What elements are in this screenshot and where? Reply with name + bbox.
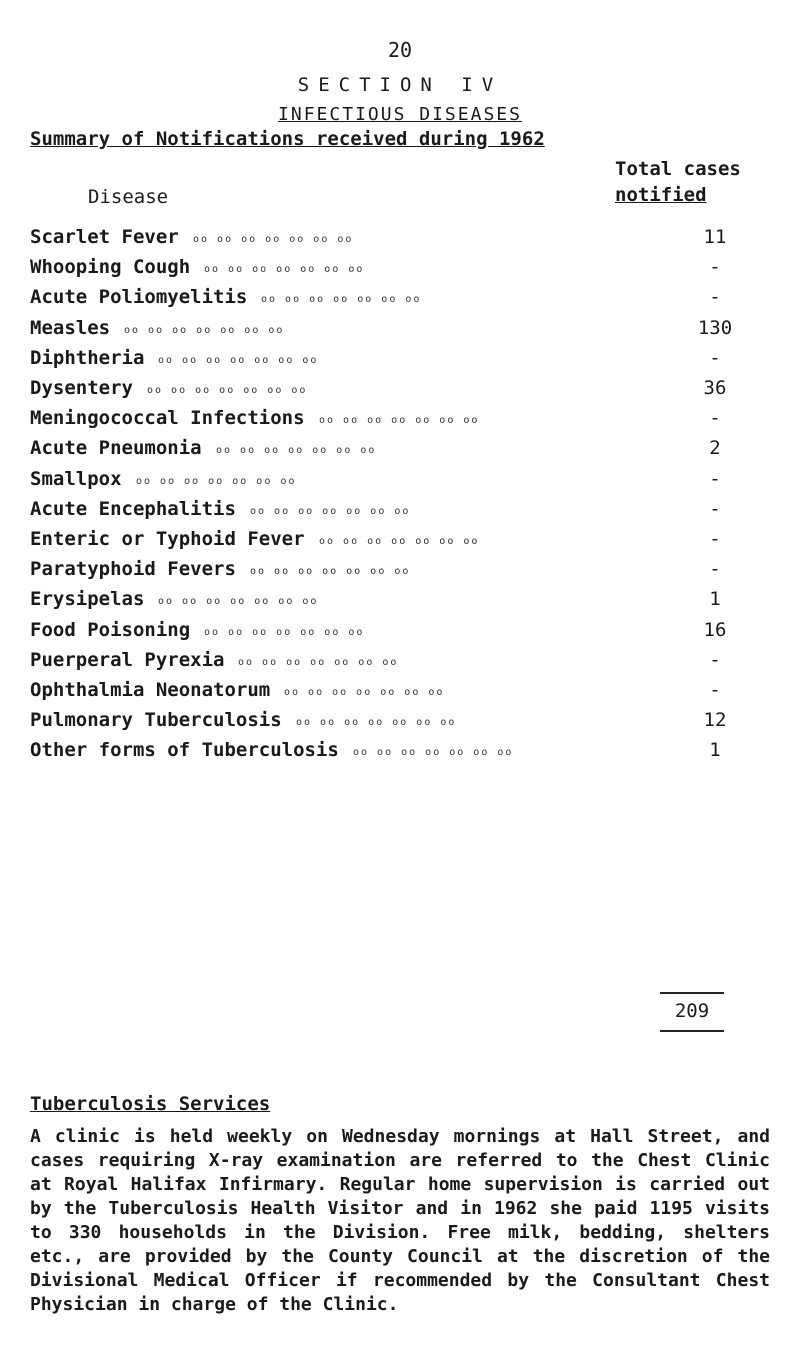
- case-count: -: [709, 256, 721, 279]
- disease-name: Puerperal Pyrexia: [30, 648, 225, 671]
- total-header-line1: Total cases: [615, 158, 741, 180]
- page-number: 20: [387, 38, 413, 62]
- table-row: [30, 347, 770, 377]
- disease-name: Acute Poliomyelitis: [30, 286, 248, 309]
- table-row: [30, 256, 770, 286]
- case-count: -: [709, 467, 721, 490]
- subheading-text: INFECTIOUS DISEASES: [278, 104, 522, 125]
- leader-dots: oo oo oo oo oo oo oo: [216, 445, 377, 457]
- case-count: 12: [703, 709, 727, 732]
- disease-name: Enteric or Typhoid Fever: [30, 528, 305, 550]
- case-count: 11: [703, 226, 727, 248]
- leader-dots: oo oo oo oo oo oo oo: [158, 596, 319, 608]
- case-count: -: [709, 679, 721, 701]
- table-row: [30, 528, 770, 558]
- table-row: [30, 286, 770, 316]
- leader-dots: oo oo oo oo oo oo oo: [136, 475, 297, 487]
- total-column-header: [615, 156, 741, 208]
- disease-name: Erysipelas: [30, 588, 145, 611]
- case-count: -: [709, 286, 721, 309]
- table-row: [30, 649, 770, 679]
- table-row: [30, 588, 770, 618]
- leader-dots: oo oo oo oo oo oo oo: [193, 234, 354, 245]
- total-rule-bottom: [660, 1030, 724, 1032]
- leader-dots: oo oo oo oo oo oo oo: [124, 324, 285, 336]
- tuberculosis-title: Tuberculosis Services: [30, 1093, 271, 1115]
- case-count: -: [709, 558, 721, 581]
- disease-name: Ophthalmia Neonatorum: [30, 679, 271, 701]
- tuberculosis-paragraph: A clinic is held weekly on Wednesday mornings at Hall Street, and cases requiring X-ray examination are referred to the Chest Clinic at Royal Halifax Infirmary. Regular home supervision is carried out by the Tuberculosis Health Visitor and in 1962 she paid 1195 visits to 330 households in the Division. Free milk, bedding, shelters etc., are provided by the County Council at the discretion of the Divisional Medical Officer if recommended by the Consultant Chest Physician in charge of the Clinic.: [30, 1126, 770, 1315]
- case-count: -: [709, 407, 721, 430]
- leader-dots: oo oo oo oo oo oo oo: [158, 354, 319, 366]
- leader-dots: oo oo oo oo oo oo oo: [319, 415, 480, 427]
- disease-column-header: Disease: [88, 186, 169, 208]
- total-rule-top: [660, 992, 724, 994]
- disease-name: Paratyphoid Fevers: [30, 558, 236, 581]
- disease-name: Acute Pneumonia: [30, 437, 202, 460]
- table-row: [30, 619, 770, 649]
- leader-dots: oo oo oo oo oo oo oo: [147, 385, 308, 396]
- disease-name: Whooping Cough: [30, 256, 191, 279]
- disease-name: Food Poisoning: [30, 618, 191, 641]
- section-heading: SECTION IV: [297, 74, 503, 96]
- summary-title: Summary of Notifications received during 1962: [30, 128, 545, 150]
- leader-dots: oo oo oo oo oo oo oo: [250, 566, 411, 578]
- case-count: 130: [697, 316, 733, 339]
- table-row: [30, 739, 770, 769]
- total-cases: 209: [674, 1000, 710, 1022]
- leader-dots: oo oo oo oo oo oo oo: [250, 505, 411, 517]
- table-row: [30, 437, 770, 467]
- disease-name: Diphtheria: [30, 346, 145, 369]
- case-count: 1: [709, 739, 721, 762]
- case-count: 36: [703, 377, 727, 399]
- leader-dots: oo oo oo oo oo oo oo: [284, 687, 445, 698]
- table-row: [30, 226, 770, 256]
- leader-dots: oo oo oo oo oo oo oo: [296, 717, 457, 729]
- table-row: [30, 468, 770, 498]
- subheading: [0, 104, 800, 125]
- case-count: 1: [709, 588, 721, 611]
- leader-dots: oo oo oo oo oo oo oo: [238, 656, 399, 668]
- disease-name: Scarlet Fever: [30, 226, 179, 248]
- disease-name: Meningococcal Infections: [30, 407, 305, 430]
- table-row: [30, 377, 770, 407]
- case-count: -: [709, 648, 721, 671]
- disease-name: Smallpox: [30, 467, 122, 490]
- disease-name: Other forms of Tuberculosis: [30, 739, 339, 762]
- disease-name: Dysentery: [30, 377, 133, 399]
- table-row: [30, 709, 770, 739]
- table-row: [30, 407, 770, 437]
- case-count: 2: [709, 437, 721, 460]
- leader-dots: oo oo oo oo oo oo oo: [353, 747, 514, 759]
- disease-name: Acute Encephalitis: [30, 497, 236, 520]
- table-row: [30, 498, 770, 528]
- case-count: 16: [703, 618, 727, 641]
- case-count: -: [709, 528, 721, 550]
- leader-dots: oo oo oo oo oo oo oo: [261, 294, 422, 306]
- disease-name: Pulmonary Tuberculosis: [30, 709, 282, 732]
- total-header-line2: notified: [615, 184, 707, 206]
- case-count: -: [709, 497, 721, 520]
- disease-name: Measles: [30, 316, 111, 339]
- leader-dots: oo oo oo oo oo oo oo: [204, 264, 365, 276]
- table-row: [30, 679, 770, 709]
- leader-dots: oo oo oo oo oo oo oo: [319, 536, 480, 547]
- table-row: [30, 317, 770, 347]
- leader-dots: oo oo oo oo oo oo oo: [204, 626, 365, 638]
- table-row: [30, 558, 770, 588]
- case-count: -: [709, 346, 721, 369]
